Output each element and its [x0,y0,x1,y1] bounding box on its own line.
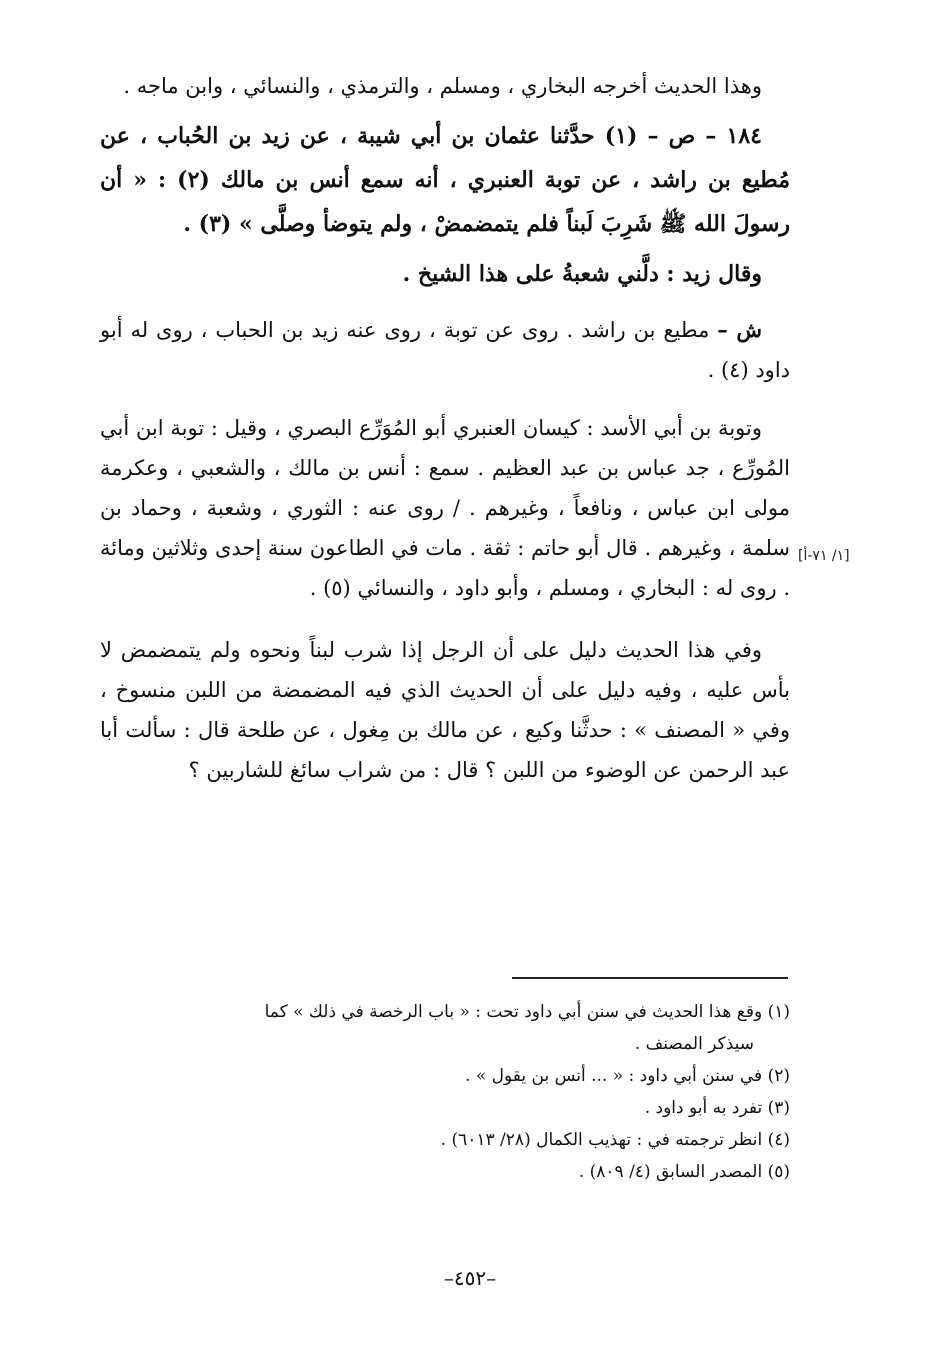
intro-paragraph: وهذا الحديث أخرجه البخاري ، ومسلم ، والترمذي ، والنسائي ، وابن ماجه . [123,74,762,98]
fiqh-paragraph: وفي هذا الحديث دليل على أن الرجل إذا شرب لبناً ونحوه ولم يتمضمض لا بأس عليه ، وفيه دليل على أن الحديث الذي فيه المضمضة من اللبن منسوخ ، وفي « المصنف » : حدثَّنا وكيع ، عن مالك بن مِغول ، عن طلحة قال : سألت أبا عبد الرحمن عن الوضوء من اللبن ؟ قال : من شراب سائغ للشاربين ؟ [100,638,790,782]
footnote-5: (٥) المصدر السابق (٤/ ٨٠٩) . [578,1162,790,1182]
footnote-separator [512,977,788,979]
manuscript-folio-reference: [١/ ٧١-أ] [798,548,850,564]
footnote-1-continuation: سيذكر المصنف . [634,1034,754,1054]
hadith-paragraph: ١٨٤ – ص – (١) حدَّثنا عثمان بن أبي شيبة ، عن زيد بن الحُباب ، عن مُطيع بن راشد ، عن توبة العنبري ، أنه سمع أنس بن مالك (٢) : « أن رسولَ الله ﷺ شَرِبَ لَبناً فلم يتمضمضْ ، ولم يتوضأ وصلَّى » (٣) . [100,123,790,237]
sharh-paragraph [100,310,790,390]
footnote-1: (١) وقع هذا الحديث في سنن أبي داود تحت : « باب الرخصة في ذلك » كما [264,1002,790,1022]
footnote-4: (٤) انظر ترجمته في : تهذيب الكمال (٢٨/ ٦٠١٣) . [440,1130,790,1150]
main-text [100,66,790,798]
sharh-marker: ش – [717,317,762,342]
footnote-2: (٢) في سنن أبي داود : « ... أنس بن يقول » . [465,1066,790,1086]
sharh-text: مطيع بن راشد . روى عن توبة ، روى عنه زيد بن الحباب ، روى له أبو داود (٤) . [100,318,790,382]
footnote-3: (٣) تفرد به أبو داود . [644,1098,790,1118]
tawba-biography-paragraph: وتوبة بن أبي الأسد : كيسان العنبري أبو المُوَرِّع البصري ، وقيل : توبة ابن أبي المُورِّع ، جد عباس بن عبد العظيم . سمع : أنس بن مالك ، والشعبي ، وعكرمة مولى ابن عباس ، ونافعاً ، وغيرهم . / روى عنه : الثوري ، وشعبة ، وحماد بن سلمة ، وغيرهم . قال أبو حاتم : ثقة . مات في الطاعون سنة إحدى وثلاثين ومائة . روى له : البخاري ، ومسلم ، وأبو داود ، والنسائي (٥) . [100,416,790,600]
footnotes [100,996,790,1188]
zaid-statement: وقال زيد : دلَّني شعبةُ على هذا الشيخ . [402,261,762,287]
page-number: –٤٥٢– [443,1266,497,1290]
